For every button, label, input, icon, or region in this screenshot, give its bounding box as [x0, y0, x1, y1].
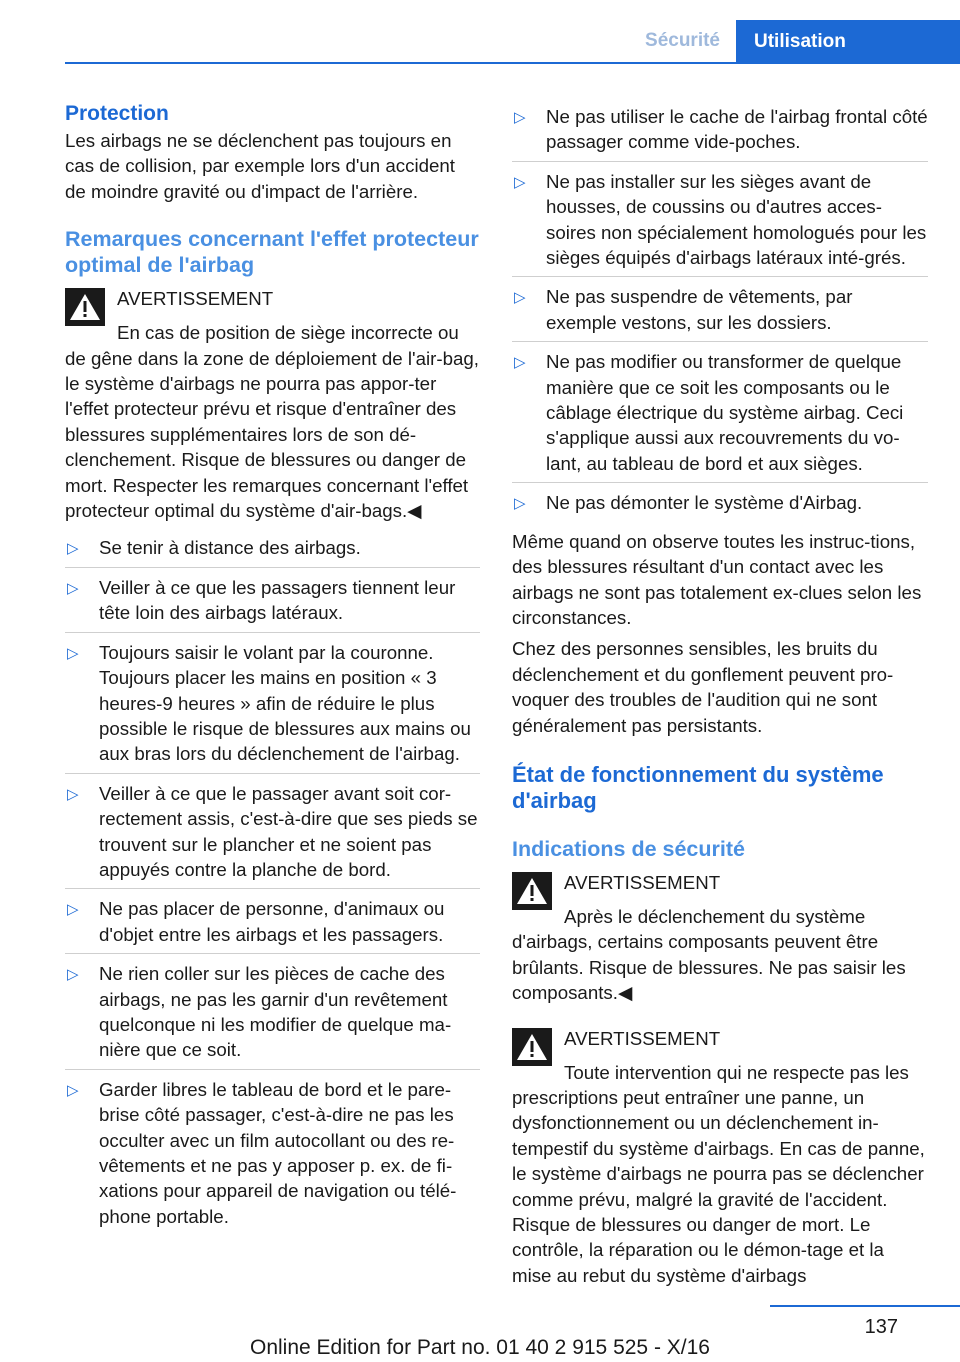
triangle-bullet-icon: ▷: [514, 109, 526, 126]
left-column: [65, 100, 480, 1242]
list-item: ▷ Ne pas suspendre de vêtements, par exemple vestons, sur les dossiers.: [512, 284, 928, 342]
header-rule: [65, 62, 960, 64]
triangle-bullet-icon: ▷: [67, 579, 79, 597]
list-item: ▷ Ne pas modifier ou transformer de quelque manière que ce soit les composants ou le câblage électrique du système airbag. Ceci s'applique aussi aux recouvrements du vo-lant, au tableau de bord et aux sièges.: [512, 349, 928, 483]
tab-utilisation[interactable]: Utilisation: [736, 20, 960, 62]
triangle-bullet-icon: ▷: [514, 495, 526, 513]
warning-text: En cas de position de siège incorrecte ou de gêne dans la zone de déploiement de l'air-bag, le système d'airbags ne pourra pas appor-ter l'effet protecteur prévu et risque d'entraîner des blessures supplémentaires lors de son dé-clenchement. Risque de blessures ou danger de mort. Respecter les remarques concernant l'effet protecteur optimal du système d'air-bags.◀: [65, 322, 479, 522]
triangle-bullet-icon: ▷: [67, 966, 79, 984]
remarks-title: Remarques concernant l'effet protecteur optimal de l'airbag: [65, 227, 479, 278]
list-item: ▷ Ne pas utiliser le cache de l'airbag frontal côté passager comme vide-poches.: [512, 104, 928, 162]
warning-block: [512, 870, 928, 1006]
list-item: ▷ Ne pas placer de personne, d'animaux ou d'objet entre les airbags et les passagers.: [65, 896, 480, 954]
list-item: ▷ Se tenir à distance des airbags.: [65, 535, 480, 567]
list-item: ▷ Ne pas installer sur les sièges avant de housses, de coussins ou d'autres acces-soires non spécialement homologués pour les sièges équipés d'airbags latéraux inté-grés.: [512, 169, 928, 278]
triangle-bullet-icon: ▷: [67, 540, 79, 558]
warning-title: AVERTISSEMENT: [117, 288, 274, 310]
warning-title: AVERTISSEMENT: [564, 871, 721, 893]
warning-block: [65, 286, 480, 523]
list-item: ▷ Ne pas démonter le système d'Airbag.: [512, 490, 928, 521]
list-item: ▷ Ne rien coller sur les pièces de cache des airbags, ne pas les garnir d'un revêtement quelconque ni les modifier de quelque ma-nière que ce soit.: [65, 961, 480, 1070]
triangle-bullet-icon: ▷: [67, 901, 79, 919]
triangle-bullet-icon: ▷: [67, 785, 79, 803]
triangle-bullet-icon: ▷: [67, 644, 79, 662]
list-item: ▷ Veiller à ce que le passager avant soit cor-rectement assis, c'est-à-dire que ses pieds se trouvent sur le plancher et ne soient pas appuyés contre la planche de bord.: [65, 781, 480, 890]
footer-rule: [770, 1305, 960, 1307]
paragraph-instructions: Même quand on observe toutes les instruc-tions, des blessures résultant d'un contact avec les airbags ne sont pas totalement ex-clues selon les circonstances.: [512, 530, 922, 628]
status-title: État de fonctionnement du système d'airbag: [512, 761, 884, 813]
paragraph-sensitive: Chez des personnes sensibles, les bruits du déclenchement et du gonflement peuvent pro-voquer des troubles de l'audition qui ne sont généralement pas persistants.: [512, 638, 894, 736]
warning-text: Toute intervention qui ne respecte pas les prescriptions peut entraîner une panne, un dysfonctionnement ou un déclenchement in-tempestif du système d'airbags. En cas de panne, le système d'airbags ne pourra pas se déclencher comme prévu, malgré la gravité de l'accident. Risque de blessures ou danger de mort. Le contrôle, la réparation ou le démon-tage et la mise au rebut du système d'airbags: [512, 1061, 925, 1286]
right-bullet-list: [512, 104, 928, 522]
warning-text: Après le déclenchement du système d'airbags, certains composants peuvent être brûlants. Risque de blessures. Ne pas saisir les composants.◀: [512, 905, 906, 1004]
warning-triangle-icon: [65, 288, 105, 326]
list-item: ▷ Toujours saisir le volant par la couronne. Toujours placer les mains en position « 3 heures-9 heures » afin de réduire le plus possible le risque de blessures aux mains ou aux bras lors du déclenchement de l'airbag.: [65, 640, 480, 774]
triangle-bullet-icon: ▷: [514, 173, 526, 191]
triangle-bullet-icon: ▷: [514, 289, 526, 307]
list-item: ▷ Garder libres le tableau de bord et le pare-brise côté passager, c'est-à-dire ne pas les occulter avec un film autocollant ou des re-vêtements et ne pas y apposer p. ex. de fi-xations pour appareil de navigation ou télé-phone portable.: [67, 1078, 457, 1227]
left-bullet-list: [65, 535, 480, 1235]
warning-block: [512, 1026, 928, 1289]
triangle-bullet-icon: ▷: [67, 1081, 79, 1099]
warning-title: AVERTISSEMENT: [564, 1027, 721, 1049]
list-item: ▷ Veiller à ce que les passagers tiennent leur tête loin des airbags latéraux.: [65, 575, 480, 633]
protection-title: Protection: [65, 102, 169, 125]
section-label: Sécurité: [645, 30, 720, 51]
warning-triangle-icon: [512, 1028, 552, 1066]
edition-line: Online Edition for Part no. 01 40 2 915 525 - X/16: [250, 1336, 710, 1359]
protection-text: Les airbags ne se déclenchent pas toujours en cas de collision, par exemple lors d'un accident de moindre gravité ou d'impact de l'arrière.: [65, 130, 455, 202]
warning-triangle-icon: [512, 872, 552, 910]
right-column: [512, 100, 928, 1288]
triangle-bullet-icon: ▷: [514, 354, 526, 372]
safety-title: Indications de sécurité: [512, 836, 745, 861]
page-number: 137: [864, 1316, 898, 1338]
